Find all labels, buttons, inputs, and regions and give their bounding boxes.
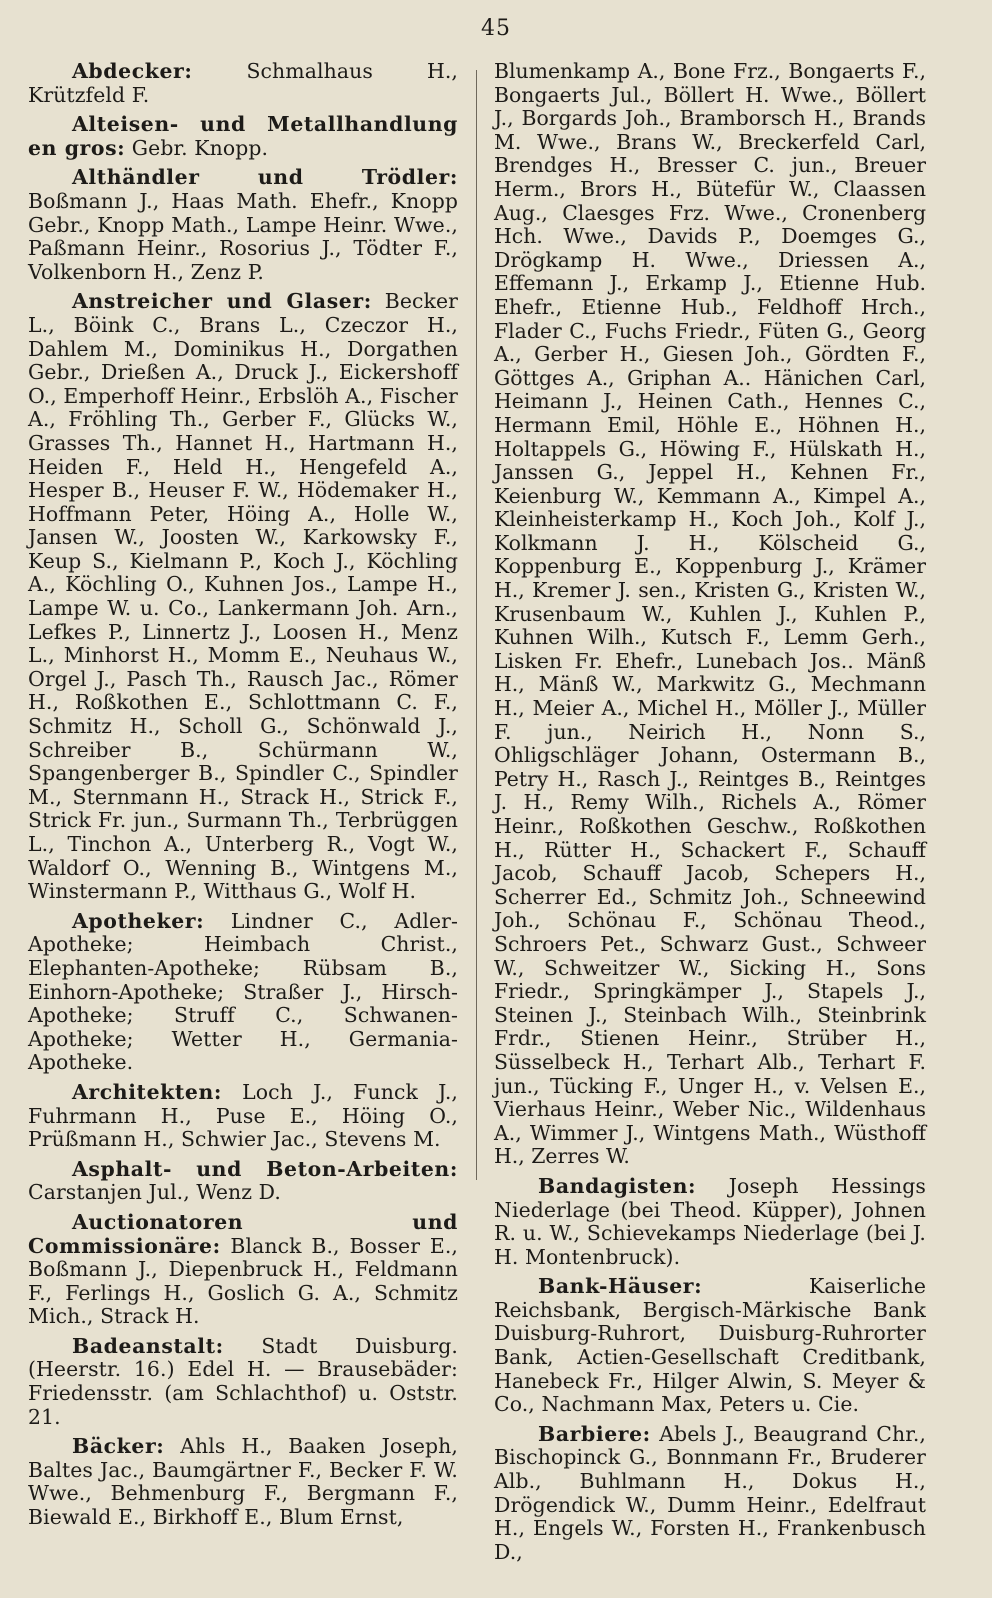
- category-heading: Badeanstalt:: [72, 1333, 224, 1358]
- category-heading: Althändler und Trödler:: [72, 165, 458, 190]
- entry-names: Ahls H., Baaken Joseph, Baltes Jac., Baumgärtner F., Becker F. W. Wwe., Behmenburg F., Bergmann F., Biewald E., Birkhoff E., Blum Ernst,: [28, 1434, 458, 1530]
- directory-entry: [28, 1211, 458, 1329]
- continued-entry-names: Blumenkamp A., Bone Frz., Bongaerts F., Bongaerts Jul., Böllert H. Wwe., Böllert J., Borgards Joh., Bramborsch H., Brands M. Wwe., Brans W., Breckerfeld Carl, Brendges H., Bresser C. jun., Breuer Herm., Brors H., Bütefür W., Claassen Aug., Claesges Frz. Wwe., Cronenberg Hch. Wwe., Davids P., Doemges G., Drögkamp H. Wwe., Driessen A., Effemann J., Erkamp J., Etienne Hub. Ehefr., Etienne Hub., Feldhoff Hrch., Flader C., Fuchs Friedr., Füten G., Georg A., Gerber H., Giesen Joh., Gördten F., Göttges A., Griphan A.. Hänichen Carl, Heimann J., Heinen Cath., Hennes C., Hermann Emil, Höhle E., Höhnen H., Holtappels G., Höwing F., Hülskath H., Janssen G., Jeppel H., Kehnen Fr., Keienburg W., Kemmann A., Kimpel A., Kleinheisterkamp H., Koch Joh., Kolf J., Kolkmann J. H., Kölscheid G., Koppenburg E., Koppenburg J., Krämer H., Kremer J. sen., Kristen G., Kristen W., Krusenbaum W., Kuhlen J., Kuhlen P., Kuhnen Wilh., Kutsch F., Lemm Gerh., Lisken Fr. Ehefr., Lunebach Jos.. Mänß H., Mänß W., Markwitz G., Mechmann H., Meier A., Michel H., Möller J., Müller F. jun., Neirich H., Nonn S., Ohligschläger Johann, Ostermann B., Petry H., Rasch J., Reintges B., Reintges J. H., Remy Wilh., Richels A., Römer Heinr., Roßkothen Geschw., Roßkothen H., Rütter H., Schackert F., Schauff Jacob, Schauff Jacob, Schepers H., Scherrer Ed., Schmitz Joh., Schneewind Joh., Schönau F., Schönau Theod., Schroers Pet., Schwarz Gust., Schweer W., Schweitzer W., Sicking H., Sons Friedr., Springkämper J., Stapels J., Steinen J., Steinbach Wilh., Steinbrink Frdr., Stienen Heinr., Strüber H., Süsselbeck H., Terhart Alb., Terhart F. jun., Tücking F., Unger H., v. Velsen E., Vierhaus Heinr., Weber Nic., Wildenhaus A., Wimmer J., Wintgens Math., Wüsthoff H., Zerres W.: [494, 59, 926, 1169]
- entry-names: Abels J., Beaugrand Chr., Bischopinck G., Bonnmann Fr., Bruderer Alb., Buhlmann H., Dokus H., Drögendick W., Dumm Heinr., Edelfraut H., Engels W., Forsten H., Frankenbusch D.,: [494, 1421, 926, 1564]
- directory-entry: [28, 1335, 458, 1429]
- entry-names: Kaiserliche Reichsbank, Bergisch-Märkische Bank Duisburg-Ruhrort, Duisburg-Ruhrorter Bank, Actien-Gesellschaft Creditbank, Hanebeck Fr., Hilger Alwin, S. Meyer & Co., Nachmann Max, Peters u. Cie.: [494, 1274, 926, 1417]
- directory-entry: [494, 1423, 926, 1565]
- category-heading: Apotheker:: [72, 908, 205, 933]
- category-heading: Asphalt- und Beton-Arbeiten:: [72, 1156, 458, 1181]
- directory-entry: [28, 113, 458, 160]
- entry-names: Blanck B., Bosser E., Boßmann J., Diepenbruck H., Feldmann F., Ferlings H., Goslich G. A., Schmitz Mich., Strack H.: [28, 1233, 458, 1329]
- right-column: [494, 60, 926, 1570]
- left-column: [28, 60, 458, 1536]
- directory-entry: [494, 1175, 926, 1269]
- category-heading: Abdecker:: [72, 59, 193, 83]
- directory-entry: [28, 910, 458, 1075]
- entry-names: Stadt Duisburg. (Heerstr. 16.) Edel H. — Brausebäder: Friedensstr. (am Schlachthof) u. Oststr. 21.: [28, 1333, 458, 1429]
- directory-entry: [28, 1435, 458, 1529]
- entry-names: Becker L., Böink C., Brans L., Czeczor H., Dahlem M., Dominikus H., Dorgathen Gebr., Drießen A., Druck J., Eickershoff O., Emperhoff Heinr., Erbslöh A., Fischer A., Fröhling Th., Gerber F., Glücks W., Grasses Th., Hannet H., Hartmann H., Heiden F., Held H., Hengefeld A., Hesper B., Heuser F. W., Hödemaker H., Hoffmann Peter, Höing A., Holle W., Jansen W., Joosten W., Karkowsky F., Keup S., Kielmann P., Koch J., Köchling A., Köchling O., Kuhnen Jos., Lampe H., Lampe W. u. Co., Lankermann Joh. Arn., Lefkes P., Linnertz J., Loosen H., Menz L., Minhorst H., Momm E., Neuhaus W., Orgel J., Pasch Th., Rausch Jac., Römer H., Roßkothen E., Schlottmann C. F., Schmitz H., Scholl G., Schönwald J., Schreiber B., Schürmann W., Spangenberger B., Spindler C., Spindler M., Sternmann H., Strack H., Strick F., Strick Fr. jun., Surmann Th., Terbrüggen L., Tinchon A., Unterberg R., Vogt W., Waldorf O., Wenning B., Wintgens M., Winstermann P., Witthaus G., Wolf H.: [28, 289, 458, 904]
- entry-names: Gebr. Knopp.: [131, 135, 269, 160]
- entry-names: Loch J., Funck J., Fuhrmann H., Puse E., Höing O., Prüßmann H., Schwier Jac., Stevens M.: [28, 1079, 458, 1152]
- column-divider: [476, 70, 477, 1180]
- directory-entry: [494, 1275, 926, 1417]
- directory-entry: [28, 1081, 458, 1152]
- category-heading: Bank-Häuser:: [538, 1274, 703, 1299]
- category-heading: Architekten:: [72, 1079, 223, 1104]
- category-heading: Barbiere:: [538, 1421, 651, 1446]
- category-heading: Auctionatoren und Commissionäre:: [28, 1209, 458, 1258]
- entry-names: Boßmann J., Haas Math. Ehefr., Knopp Gebr., Knopp Math., Lampe Heinr. Wwe., Paßmann Heinr., Rosorius J., Tödter F., Volkenborn H., Zenz P.: [28, 188, 458, 284]
- directory-entry: [28, 60, 458, 107]
- category-heading: Anstreicher und Glaser:: [72, 289, 372, 314]
- category-heading: Bäcker:: [72, 1434, 165, 1459]
- entry-names: Lindner C., Adler-Apotheke; Heimbach Christ., Elephanten-Apotheke; Rübsam B., Einhorn-Apotheke; Straßer J., Hirsch-Apotheke; Struff C., Schwanen-Apotheke; Wetter H., Germania-Apotheke.: [28, 908, 458, 1075]
- directory-entry: [28, 1158, 458, 1205]
- directory-entry: [28, 166, 458, 284]
- page-number: 45: [481, 16, 511, 41]
- entry-names: Joseph Hessings Niederlage (bei Theod. Küpper), Johnen R. u. W., Schievekamps Niederlage (bei J. H. Montenbruck).: [494, 1173, 926, 1269]
- entry-names: Schmalhaus H., Krützfeld F.: [28, 59, 458, 107]
- entry-names: Carstanjen Jul., Wenz D.: [28, 1180, 281, 1205]
- directory-entry: [28, 290, 458, 903]
- category-heading: Bandagisten:: [538, 1173, 697, 1198]
- category-heading: Alteisen- und Metallhandlung en gros:: [28, 112, 458, 160]
